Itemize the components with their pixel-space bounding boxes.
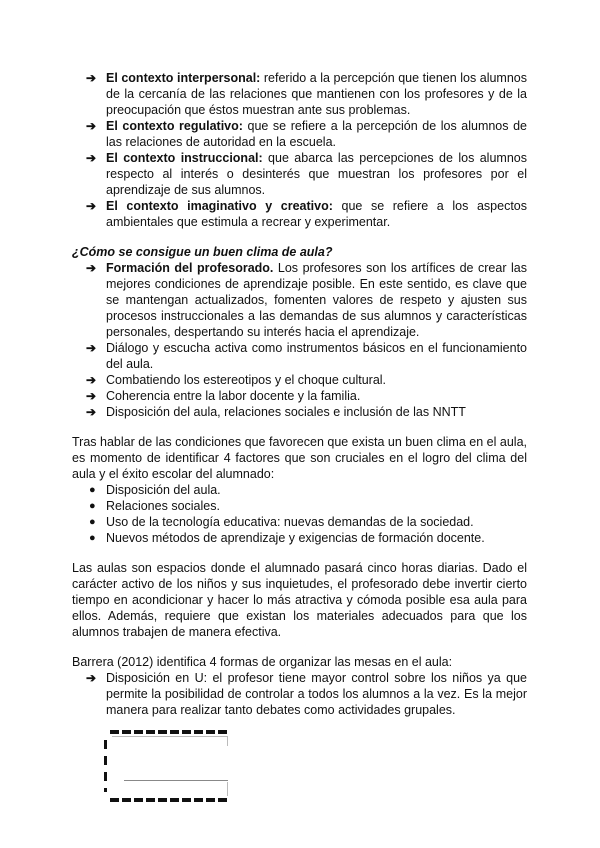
section-heading: ¿Cómo se consigue un buen clima de aula? bbox=[72, 245, 333, 259]
document-page bbox=[72, 70, 527, 802]
bullet-dot-icon: ● bbox=[89, 532, 96, 544]
list-item: ➔ El contexto instruccional: que abarca las percepciones de los alumnos respecto al interés o desinterés que muestran los profesores por el aprendizaje de sus alumnos. bbox=[86, 151, 527, 197]
clima-list bbox=[72, 260, 527, 420]
formas-list bbox=[72, 670, 527, 718]
paragraph-barrera: Barrera (2012) identifica 4 formas de organizar las mesas en el aula: bbox=[72, 655, 453, 669]
list-item: ➔ El contexto interpersonal: referido a la percepción que tienen los alumnos de la cercanía de las relaciones que mantienen con los profesores y de la preocupación que éstos muestran ante sus problemas. bbox=[86, 71, 527, 117]
diagram-line bbox=[124, 780, 228, 781]
list-item: ➔ Formación del profesorado. Los profesores son los artífices de crear las mejores condiciones de aprendizaje posible. En este sentido, es clave que se mantengan actualizados, fomenten valores de respeto y ajusten sus procesos instruccionales a las demandas de sus alumnos y características personales, despertando su interés hacia el aprendizaje. bbox=[86, 261, 527, 339]
desk-column-left bbox=[104, 740, 107, 792]
list-item: ● Nuevos métodos de aprendizaje y exigencias de formación docente. bbox=[89, 531, 485, 545]
list-item: ➔ Disposición en U: el profesor tiene mayor control sobre los niños ya que permite la posibilidad de controlar a todos los alumnos a la vez. Es la mejor manera para realizar tanto debates como actividades grupales. bbox=[86, 671, 527, 717]
u-layout-diagram bbox=[104, 730, 234, 802]
arrow-icon: ➔ bbox=[86, 389, 97, 403]
arrow-icon: ➔ bbox=[86, 119, 97, 133]
bullet-dot-icon: ● bbox=[89, 516, 96, 528]
list-item: ➔ Disposición del aula, relaciones sociales e inclusión de las NNTT bbox=[86, 405, 466, 419]
desk-row-bottom bbox=[110, 798, 228, 802]
arrow-icon: ➔ bbox=[86, 405, 97, 419]
list-item: ➔ Diálogo y escucha activa como instrumentos básicos en el funcionamiento del aula. bbox=[86, 341, 527, 371]
bullet-dot-icon: ● bbox=[89, 500, 96, 512]
diagram-line bbox=[112, 736, 228, 737]
list-item: ➔ El contexto imaginativo y creativo: que se refiere a los aspectos ambientales que estimula a recrear y experimentar. bbox=[86, 199, 527, 229]
bullet-dot-icon: ● bbox=[89, 484, 96, 496]
list-item: ➔ Combatiendo los estereotipos y el choque cultural. bbox=[86, 373, 387, 387]
diagram-line bbox=[227, 782, 228, 796]
arrow-icon: ➔ bbox=[86, 151, 97, 165]
diagram-line bbox=[227, 736, 228, 746]
paragraph-factores: Tras hablar de las condiciones que favorecen que exista un buen clima en el aula, es momento de identificar 4 factores que son cruciales en el logro del clima del aula y el éxito escolar del alumnado: bbox=[72, 435, 527, 481]
paragraph-aulas: Las aulas son espacios donde el alumnado pasará cinco horas diarias. Dado el carácter activo de los niños y sus inquietudes, el profesorado debe invertir cierto tiempo en acondicionar y hacer lo más atractiva y cómoda posible esa aula para ellos. Además, requiere que existan los materiales adecuados para que los alumnos trabajen de manera efectiva. bbox=[72, 561, 527, 639]
arrow-icon: ➔ bbox=[86, 341, 97, 355]
list-item: ➔ El contexto regulativo: que se refiere a la percepción de los alumnos de las relaciones de autoridad en la escuela. bbox=[86, 119, 527, 149]
arrow-icon: ➔ bbox=[86, 71, 97, 85]
factores-list bbox=[72, 482, 527, 546]
arrow-icon: ➔ bbox=[86, 261, 97, 275]
contexts-list bbox=[72, 70, 527, 230]
list-item: ➔ Coherencia entre la labor docente y la familia. bbox=[86, 389, 361, 403]
list-item: ● Uso de la tecnología educativa: nuevas demandas de la sociedad. bbox=[89, 515, 474, 529]
arrow-icon: ➔ bbox=[86, 199, 97, 213]
arrow-icon: ➔ bbox=[86, 373, 97, 387]
arrow-icon: ➔ bbox=[86, 671, 97, 685]
desk-row-top bbox=[110, 730, 228, 734]
list-item: ● Relaciones sociales. bbox=[89, 499, 220, 513]
list-item: ● Disposición del aula. bbox=[89, 483, 221, 497]
